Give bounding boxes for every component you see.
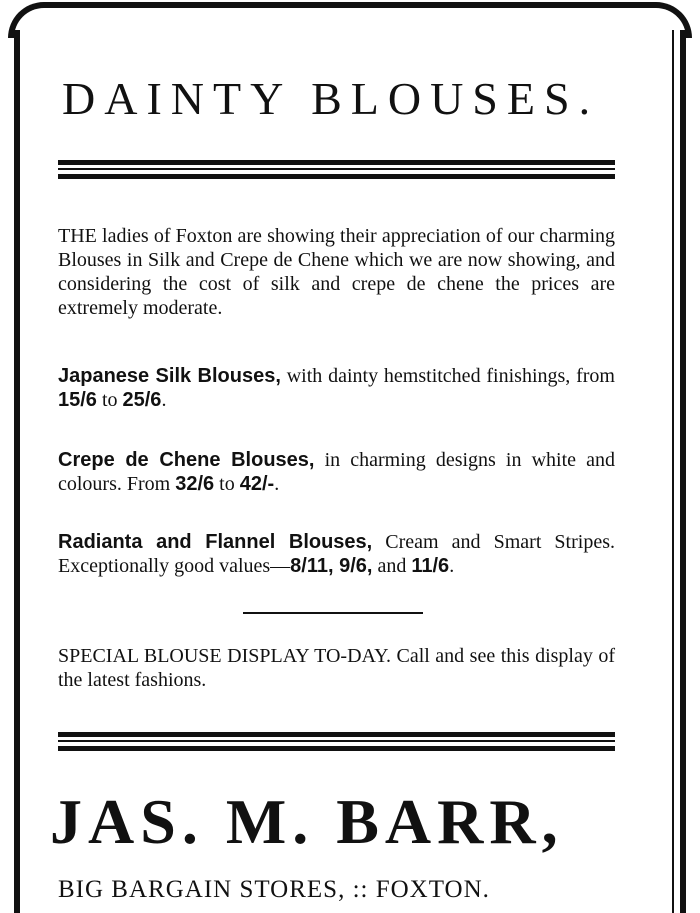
product-name: Radianta and Flannel Blouses, <box>58 531 373 553</box>
sentence-end: . <box>449 555 455 577</box>
product-crepe-de-chene <box>58 448 615 496</box>
product-price-low: 15/6 <box>58 389 97 411</box>
divider-top-thick-2 <box>58 174 615 179</box>
product-description: in charming designs in white and colours. From <box>58 449 615 495</box>
store-location: BIG BARGAIN STORES, :: FOXTON. <box>58 876 490 903</box>
frame-right-inner-border <box>672 30 674 913</box>
sentence-end: . <box>274 473 280 495</box>
product-price-high: 11/6 <box>411 555 450 577</box>
intro-paragraph: THE ladies of Foxton are showing their appreciation of our charming Blouses in Silk and Crepe de Chene which we are now showing, and considering the cost of silk and crepe de chene the prices are extremely moderate. <box>58 225 615 319</box>
divider-top-thick <box>58 160 615 165</box>
product-description: with dainty hemstitched finishings, from <box>280 365 615 387</box>
product-price-low: 32/6 <box>175 473 215 495</box>
divider-bottom-thick <box>58 732 615 737</box>
product-name: Crepe de Chene Blouses, <box>58 449 315 471</box>
product-radianta-flannel <box>58 530 615 578</box>
frame-left-border <box>14 30 20 913</box>
product-price-high: 42/- <box>239 473 275 495</box>
divider-bottom-thick-2 <box>58 746 615 751</box>
ad-headline: DAINTY BLOUSES. <box>62 73 600 124</box>
price-separator: and <box>372 555 412 577</box>
product-price-low: 8/11, 9/6, <box>290 555 373 577</box>
sentence-end: . <box>161 389 167 411</box>
divider-top-thin <box>58 168 615 170</box>
divider-bottom-thin <box>58 740 615 742</box>
price-separator: to <box>96 389 123 411</box>
product-description: Cream and Smart Stripes. Exceptionally good values— <box>58 531 615 577</box>
product-japanese-silk <box>58 364 615 412</box>
product-name: Japanese Silk Blouses, <box>58 365 281 387</box>
product-price-high: 25/6 <box>122 389 162 411</box>
special-display-notice: SPECIAL BLOUSE DISPLAY TO-DAY. Call and see this display of the latest fashions. <box>58 645 615 691</box>
frame-right-border <box>680 30 686 913</box>
price-separator: to <box>214 473 240 495</box>
frame-top-border <box>8 2 692 38</box>
company-name: JAS. M. BARR, <box>50 786 564 857</box>
short-divider <box>243 612 423 614</box>
